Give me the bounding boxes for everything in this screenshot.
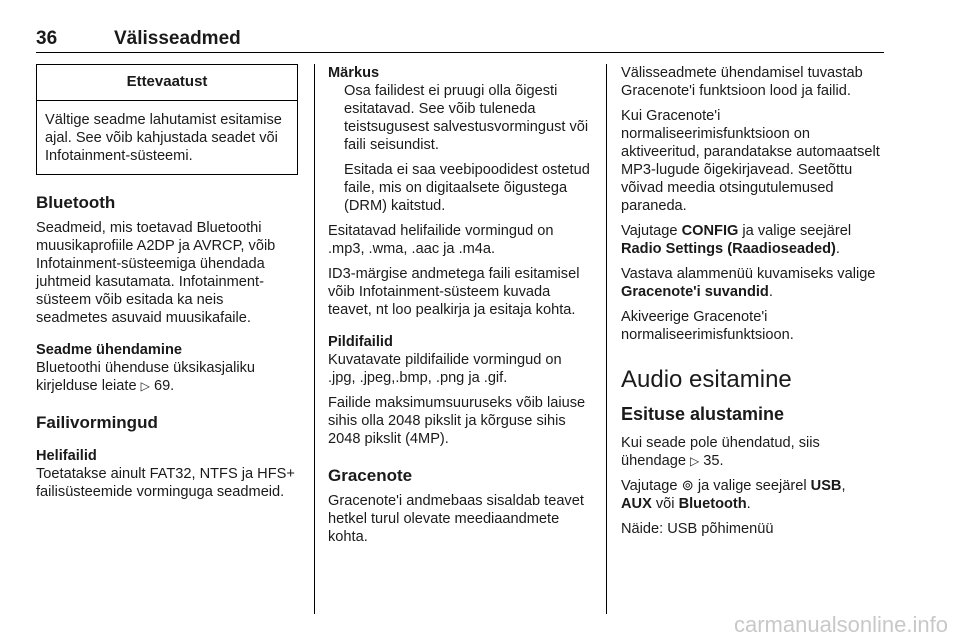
note-block: [328, 64, 590, 215]
image-size-text: Failide maksimumsuuruseks võib laiuse sihis olla 2048 pikslit ja kõrguse sihis 2048 pikslit (4MP).: [328, 395, 586, 447]
page-number: 36: [36, 28, 58, 49]
column-divider: [606, 64, 607, 614]
source-select-instruction: Vajutage ⊚ ja valige seejärel USB, AUX või Bluetooth.: [621, 478, 846, 512]
media-source-icon: ⊚: [681, 478, 694, 494]
note-text-1: Osa failidest ei pruugi olla õigesti esitatavad. See võib tuleneda teistsugusest salvestusvormingust või faili seisundist.: [344, 83, 589, 153]
radio-settings-label: Radio Settings (Raadioseaded): [621, 241, 836, 257]
caution-box: [36, 64, 298, 175]
note-text-2: Esitada ei saa veebipoodidest ostetud faile, mis on digitaalsete õigustega (DRM) kaitstud.: [344, 162, 590, 214]
example-caption: Näide: USB põhimenüü: [621, 521, 774, 537]
bluetooth-label: Bluetooth: [678, 496, 747, 512]
usb-label: USB: [810, 478, 842, 494]
image-files-heading: Pildifailid: [328, 334, 393, 350]
start-playback-heading: Esituse alustamine: [621, 404, 785, 424]
id3-text: ID3-märgise andmetega faili esitamisel võib Infotainment-süsteem kuvada teavet, nt loo pealkirja ja esitaja kohta.: [328, 266, 580, 318]
caution-title: Ettevaatust: [37, 65, 297, 101]
bluetooth-heading: Bluetooth: [36, 193, 116, 212]
audio-playback-heading: Audio esitamine: [621, 366, 792, 393]
audio-files-heading: Helifailid: [36, 448, 97, 464]
page-reference-link[interactable]: 69.: [153, 378, 175, 394]
page-reference-icon: ▷: [690, 454, 700, 468]
gracenote-normalize-text: Kui Gracenote'i normaliseerimisfunktsioon on aktiveeritud, parandatakse automaatselt MP3-lugude õigekirjavead. Seetõttu võivad meedia otsingutulemused paraneda.: [621, 108, 880, 214]
page-reference-icon: ▷: [140, 379, 150, 393]
formats-heading: Failivormingud: [36, 413, 158, 432]
connect-heading: Seadme ühendamine: [36, 342, 182, 358]
column-3: [621, 64, 885, 545]
connect-text: Bluetoothi ühenduse üksikasjaliku kirjelduse leiate ▷ 69.: [36, 360, 256, 394]
caution-text: Vältige seadme lahutamist esitamise ajal. See võib kahjustada seadet või Infotainment-süsteemi.: [45, 112, 282, 164]
audio-files-text: Toetatakse ainult FAT32, NTFS ja HFS+ failisüsteemide vorminguga seadmeid.: [36, 466, 295, 500]
gracenote-text: Gracenote'i andmebaas sisaldab teavet hetkel turul olevate meediaandmete kohta.: [328, 493, 584, 545]
page-header: [36, 28, 884, 53]
note-heading: Märkus: [328, 65, 380, 81]
image-formats-text: Kuvatavate pildifailide vormingud on .jpg, .jpeg,.bmp, .png ja .gif.: [328, 352, 562, 386]
column-divider: [314, 64, 315, 614]
bluetooth-text: Seadmeid, mis toetavad Bluetoothi muusikaprofiile A2DP ja AVRCP, võib Infotainment-süsteemiga ühendada juhtmeid kasutamata. Infotainment-süsteem võib esitada ka neis seadmetes asuvaid muusikafaile.: [36, 220, 276, 326]
watermark: carmanualsonline.info: [733, 612, 948, 637]
gracenote-heading: Gracenote: [328, 466, 413, 485]
activate-text: Akiveerige Gracenote'i normaliseerimisfunktsioon.: [621, 309, 794, 343]
connect-device-text: Kui seade pole ühendatud, siis ühendage ▷ 35.: [621, 435, 820, 469]
audio-formats-text: Esitatavad helifailide vormingud on .mp3, .wma, .aac ja .m4a.: [328, 223, 554, 257]
config-instruction: Vajutage CONFIG ja valige seejärel Radio Settings (Raadioseaded).: [621, 223, 852, 257]
config-button-label: CONFIG: [681, 223, 739, 239]
submenu-instruction: Vastava alammenüü kuvamiseks valige Gracenote'i suvandid.: [621, 266, 876, 300]
aux-label: AUX: [621, 496, 652, 512]
gracenote-detect-text: Välisseadmete ühendamisel tuvastab Gracenote'i funktsioon lood ja failid.: [621, 65, 863, 99]
column-1: [36, 64, 298, 508]
page-title: Välisseadmed: [114, 28, 241, 49]
column-2: [328, 64, 590, 553]
page-reference-link[interactable]: 35.: [703, 453, 724, 469]
gracenote-options-label: Gracenote'i suvandid: [621, 284, 769, 300]
